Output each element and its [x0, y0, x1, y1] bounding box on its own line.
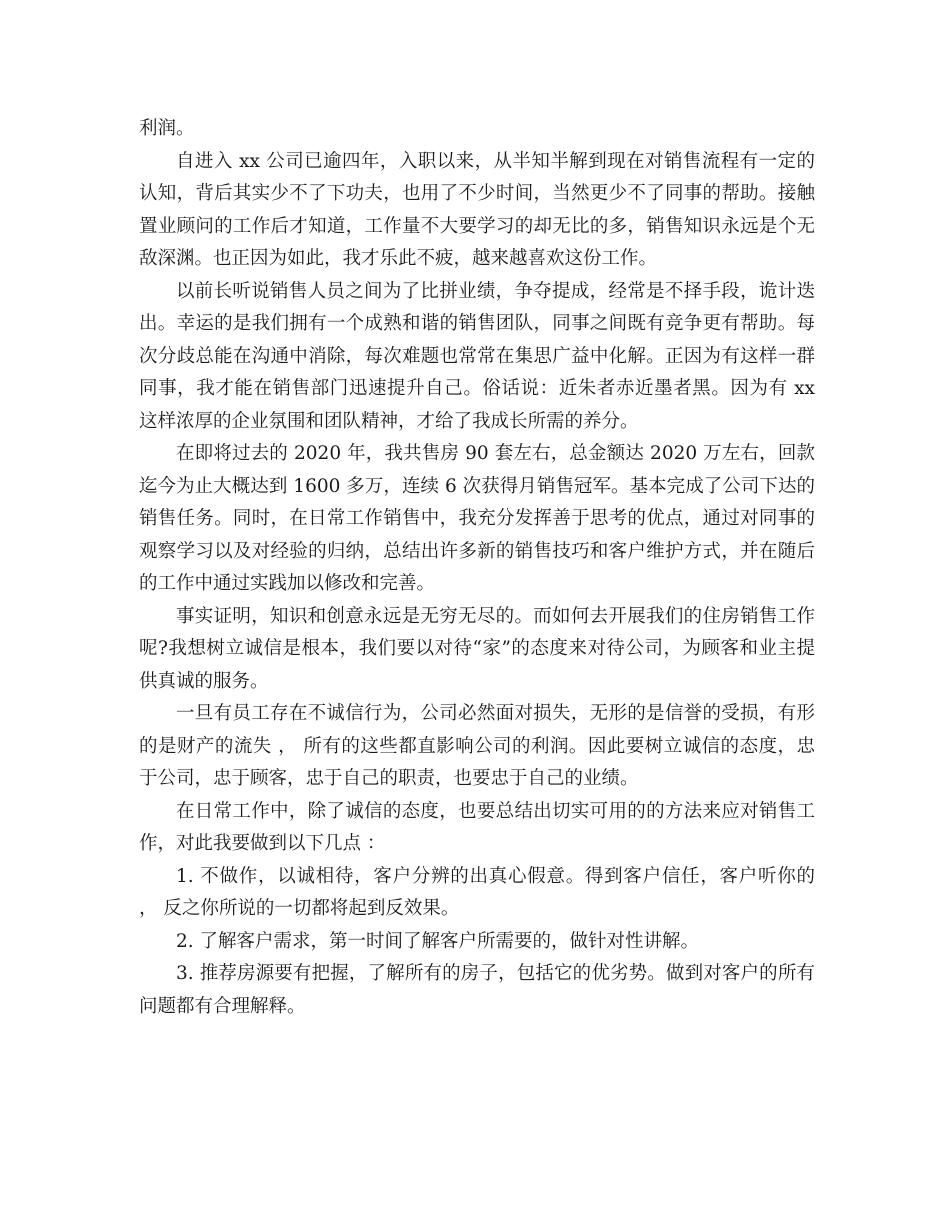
paragraph-sales-team: 以前长听说销售人员之间为了比拼业绩，争夺提成，经常是不择手段，诡计迭出。幸运的是我们拥有一个成熟和谐的销售团队，同事之间既有竞争更有帮助。每次分歧总能在沟通中消除，每次难题也常常在集思广益中化解。正因为有这样一群同事，我才能在销售部门迅速提升自己。俗话说：近朱者赤近墨者黑。因为有 xx 这样浓厚的企业氛围和团队精神，才给了我成长所需的养分。	[139, 280, 815, 432]
list-item	[139, 926, 815, 959]
document-body	[139, 113, 815, 1023]
list-item-number: 2.	[176, 930, 194, 952]
paragraph-methods-intro: 在日常工作中，除了诚信的态度，也要总结出切实可用的的方法来应对销售工作，对此我要做到以下几点 ：	[139, 800, 815, 854]
list-item-text: 推荐房源要有把握，了解所有的房子，包括它的优劣势。做到对客户的所有问题都有合理解释。	[139, 963, 815, 1017]
list-item	[139, 861, 815, 926]
paragraph-annual-results: 在即将过去的 2020 年，我共售房 90 套左右，总金额达 2020 万左右，回款迄今为止大概达到 1600 多万，连续 6 次获得月销售冠军。基本完成了公司下达的销售任务。同时，在日常工作销售中，我充分发挥善于思考的优点，通过对同事的观察学习以及对经验的归纳，总结出许多新的销售技巧和客户维护方式，并在随后的工作中通过实践加以修改和完善。	[139, 443, 815, 594]
list-item-number: 3.	[176, 963, 194, 984]
paragraph-continuation: 利润。	[139, 118, 195, 139]
list-item-text: 不做作，以诚相待，客户分辨的出真心假意。得到客户信任，客户听你的 ， 反之你所说的一切都将起到反效果。	[139, 865, 815, 919]
list-item-text: 了解客户需求，第一时间了解客户所需要的，做针对性讲解。	[199, 930, 700, 952]
list-item	[139, 958, 815, 1023]
paragraph-integrity: 事实证明，知识和创意永远是无穷无尽的。而如何去开展我们的住房销售工作呢?我想树立诚信是根本，我们要以对待“家”的态度来对待公司，为顾客和业主提供真诚的服务。	[139, 605, 815, 692]
list-item-number: 1.	[176, 865, 194, 887]
paragraph-dishonesty-loss: 一旦有员工存在不诚信行为，公司必然面对损失，无形的是信誉的受损，有形的是财产的流失 ， 所有的这些都直影响公司的利润。因此要树立诚信的态度，忠于公司，忠于顾客，忠于自己的职责，也要忠于自己的业绩。	[139, 703, 815, 789]
paragraph-joining-company: 自进入 xx 公司已逾四年，入职以来，从半知半解到现在对销售流程有一定的认知，背后其实少不了下功夫，也用了不少时间，当然更少不了同事的帮助。接触置业顾问的工作后才知道，工作量不大要学习的却无比的多，销售知识永远是个无敌深渊。也正因为如此，我才乐此不疲，越来越喜欢这份工作。	[139, 150, 815, 269]
